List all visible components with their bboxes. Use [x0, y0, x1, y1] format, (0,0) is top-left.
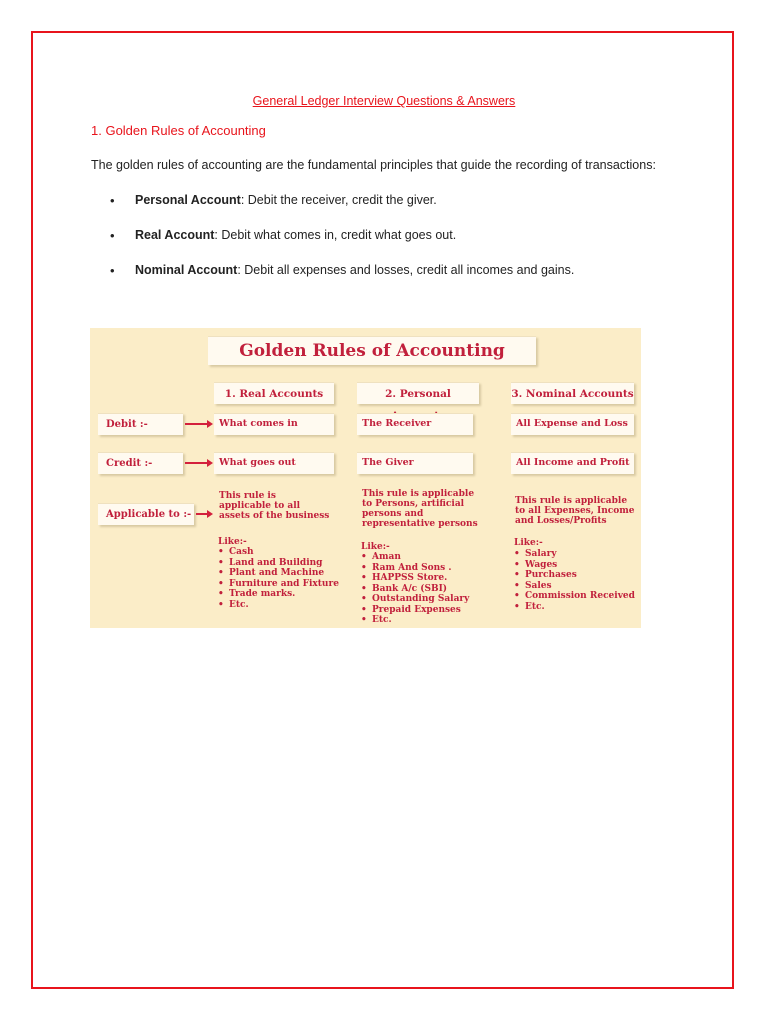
- description-line: assets of the business: [219, 511, 330, 521]
- description-line: This rule is applicable: [515, 496, 628, 506]
- document-title: General Ledger Interview Questions & Answers: [252, 94, 516, 108]
- description-line: representative persons: [362, 519, 478, 529]
- arrow-icon: [185, 462, 208, 464]
- list-item: • Plant and Machine: [218, 568, 339, 579]
- examples-personal: [361, 552, 469, 626]
- list-item: • Trade marks.: [218, 589, 339, 600]
- column-header-nominal: 3. Nominal Accounts: [511, 382, 634, 404]
- description-line: This rule is applicable: [362, 489, 475, 499]
- list-item: • Furniture and Fixture: [218, 579, 339, 590]
- list-item: • Bank A/c (SBI): [361, 584, 469, 595]
- credit-nominal: All Income and Profit: [511, 452, 634, 474]
- row-label-credit: Credit :-: [98, 452, 183, 474]
- credit-real: What goes out: [214, 452, 334, 474]
- debit-nominal: All Expense and Loss: [511, 413, 634, 435]
- list-item: • Commission Received: [514, 591, 635, 602]
- debit-real: What comes in: [214, 413, 334, 435]
- list-item: • Etc.: [514, 602, 635, 613]
- list-item: • Etc.: [361, 615, 469, 626]
- like-label: Like:-: [218, 537, 247, 547]
- debit-personal: The Receiver: [357, 413, 473, 435]
- list-item: [110, 193, 574, 208]
- row-label-debit: Debit :-: [98, 413, 183, 435]
- examples-real: [218, 547, 339, 610]
- list-item: • HAPPSS Store.: [361, 573, 469, 584]
- list-item: • Outstanding Salary: [361, 594, 469, 605]
- description-line: and Losses/Profits: [515, 516, 607, 526]
- arrow-icon: [185, 423, 208, 425]
- description-line: persons and: [362, 509, 424, 519]
- column-header-real: 1. Real Accounts: [214, 382, 334, 404]
- list-item: • Wages: [514, 560, 635, 571]
- rule-term: Real Account: [135, 228, 215, 242]
- infographic-title: Golden Rules of Accounting: [208, 336, 536, 365]
- description-real: [219, 491, 329, 521]
- list-item: • Etc.: [218, 600, 339, 611]
- list-item: • Salary: [514, 549, 635, 560]
- description-line: to Persons, artificial: [362, 499, 465, 509]
- list-item: • Cash: [218, 547, 339, 558]
- list-item: • Ram And Sons .: [361, 563, 469, 574]
- rule-term: Nominal Account: [135, 263, 238, 277]
- description-line: This rule is: [219, 491, 276, 501]
- like-label: Like:-: [514, 538, 543, 548]
- list-item: • Land and Building: [218, 558, 339, 569]
- rule-text: : Debit what comes in, credit what goes out.: [214, 228, 457, 242]
- credit-personal: The Giver: [357, 452, 473, 474]
- rules-list: [110, 193, 574, 298]
- examples-nominal: [514, 549, 635, 612]
- arrow-icon: [196, 513, 208, 515]
- list-item: • Sales: [514, 581, 635, 592]
- column-header-personal: 2. Personal: [357, 382, 479, 404]
- intro-paragraph: The golden rules of accounting are the fundamental principles that guide the recording of transactions:: [91, 158, 656, 172]
- list-item: • Prepaid Expenses: [361, 605, 469, 616]
- description-line: to all Expenses, Income: [515, 506, 635, 516]
- rule-text: : Debit all expenses and losses, credit all incomes and gains.: [237, 263, 575, 277]
- description-nominal: [515, 496, 635, 526]
- description-line: applicable to all: [219, 501, 301, 511]
- list-item: [110, 263, 574, 278]
- list-item: • Aman: [361, 552, 469, 563]
- description-personal: [362, 489, 478, 529]
- row-label-applicable: Applicable to :-: [98, 503, 194, 525]
- list-item: • Purchases: [514, 570, 635, 581]
- rule-term: Personal Account: [135, 193, 241, 207]
- golden-rules-infographic: [90, 328, 641, 628]
- list-item: [110, 228, 574, 243]
- like-label: Like:-: [361, 542, 390, 552]
- rule-text: : Debit the receiver, credit the giver.: [240, 193, 437, 207]
- section-heading: 1. Golden Rules of Accounting: [91, 123, 266, 138]
